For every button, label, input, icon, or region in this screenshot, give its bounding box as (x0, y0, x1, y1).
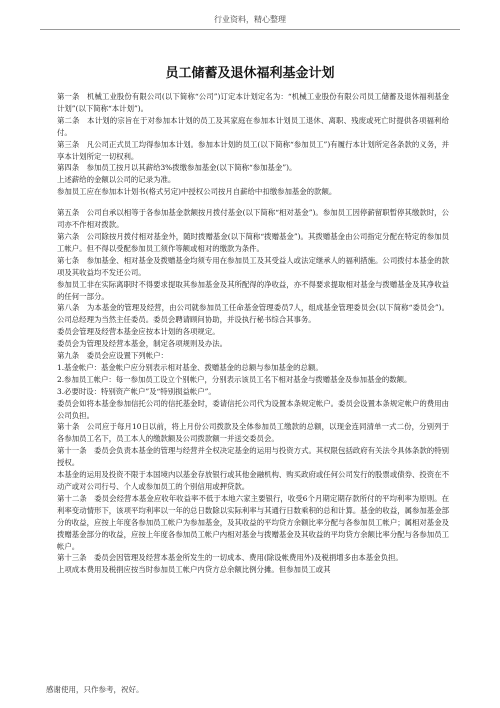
paragraph: 参加员工应在参加本计划书(格式另定)中授权公司按月自薪给中扣缴参加基金的款额。 (57, 187, 337, 197)
paragraph: 参加员工非在实际离职时不得要求提取其参加基金及其所配得的净收益，亦不得要求提取相对基金与拨赠基金及其净收益的任何一部分。 (57, 279, 449, 301)
paragraph: 第十条 公司应于每月10日以前，将上月份公司拨款及全体参加员工缴款的总额，以现金连同清单一式二份，分别列于各参加员工名下，员工本人的缴款额及公司拨款额一并送交委员会。 (57, 422, 449, 444)
paragraph: 委员会如将本基金参加信托公司的信托基金时，委请信托公司代为设置本条规定帐户。委员会设置本条规定帐户的费用由公司负担。 (57, 398, 449, 420)
page-title: 员工储蓄及退休福利基金计划 (165, 66, 335, 81)
paragraph: 第五条 公司自承以相等于各参加基金款额按月拨付基金(以下简称“相对基金”)。参加员工因停薪留职暂停其缴款时，公司亦不作相对拨款。 (57, 208, 449, 230)
paragraph: 第三条 凡公司正式员工均得参加本计划。参加本计划的员工(以下简称“参加员工”)有履行本计划所定各条款的义务，并享本计划所定一切权利。 (57, 139, 449, 161)
paragraph: 第十三条 委员会因管理及经营本基金所发生的一切成本、费用(除设帐费用外)及税捐增多由本基金负担。 (57, 553, 403, 563)
paragraph: 第七条 参加基金、相对基金及拨赠基金均须专用在参加员工及其受益人或法定继承人的福利措施。公司拨付本基金的款项及其收益均不发还公司。 (57, 255, 449, 277)
paragraph-gap (57, 198, 449, 207)
paragraph: 3.必要时设：特别资产帐户”及“特别损益帐户”。 (57, 386, 216, 396)
paragraph: 本基金的运用及投资不限于本国境内以基金存放银行或其他金融机构、购买政府或任何公司发行的股票或债券、投资在不动产或对公司行号、个人或参加员工的个别信用或押贷款。 (57, 470, 449, 491)
document-body (57, 91, 449, 576)
paragraph: 1.基金帐户：基金帐户应分别表示相对基金、拨赠基金的总额与参加基金的总额。 (57, 362, 323, 372)
paragraph: 第一条 机械工业股份有限公司(以下简称“公司”)订定本计划定名为：“机械工业股份有限公司员工储蓄及退休福利基金计划”(以下简称“本计划”)。 (57, 92, 449, 113)
paragraph: 2.参加员工帐户：每一参加员工设立个别帐户，分别表示该员工名下相对基金与拨赠基金及参加基金的数额。 (57, 374, 412, 384)
paragraph: 委员会管理及经营本基金应按本计划的各项规定。 (57, 327, 220, 337)
paragraph: 第九条 委员会应设置下列帐户： (57, 351, 168, 361)
paragraph: 第二条 本计划的宗旨在于对参加本计划的员工及其家庭在参加本计划员工退休、离职、残废或死亡时提供各项福利给付。 (57, 115, 449, 137)
paragraph: 上项成本费用及税捐应按当时参加员工帐户内贷方总余额比例分摊。但参加员工或其 (57, 565, 331, 575)
paragraph: 第四条 参加员工按月以其薪给3%拨缴参加基金(以下简称“参加基金”)。 (57, 163, 297, 173)
paragraph: 上述薪给的金额以公司的记录为准。 (57, 175, 176, 185)
page-footer: 感谢使用，只作参考，祝好。 (46, 685, 144, 694)
paragraph: 委员会为管理及经营本基金，制定各项规则及办法。 (57, 339, 227, 349)
paragraph: 第十一条 委员会负责本基金的管理与经营并全权决定基金的运用与投资方式。其权限包括政府有关法令具体条款的特别授权。 (57, 446, 449, 468)
paragraph: 第十二条 委员会经营本基金应收年收益率不低于本地六家主要银行，收受6个月期定期存款所付的平均利率为原则。在利率变动情形下，该项平均利率以一年的总日数除以实际利率与其通行日数乘积的总和计算。基金的收益，属参加基金部分的收益，应按上年度各参加员工帐户为参加基金，及其收益的平均贷方余额比率分配与各参加员工帐户；属相对基金及拨赠基金部分的收益，应按上年度各参加员工帐户内相对基金与拨赠基金及其收益的平均贷方余额比率分配与各参加员工帐户。 (57, 493, 449, 551)
page-header: 行业资料，精心整理 (40, 14, 460, 30)
paragraph: 第八条 为本基金的管理及经营，由公司就参加员工任命基金管理委员7人，组成基金管理委员会(以下简称“委员会”)。公司总经理为当然主任委员。委员会聘请顾问协助，并设执行秘书综合其事务。 (57, 303, 449, 325)
paragraph: 第六条 公司除按月拨付相对基金外，随时拨赠基金(以下简称“拨赠基金”)。其拨赠基金由公司指定分配在特定的参加员工帐户。但不得以受配参加员工须作等额或相对的缴款为条件。 (57, 231, 449, 253)
